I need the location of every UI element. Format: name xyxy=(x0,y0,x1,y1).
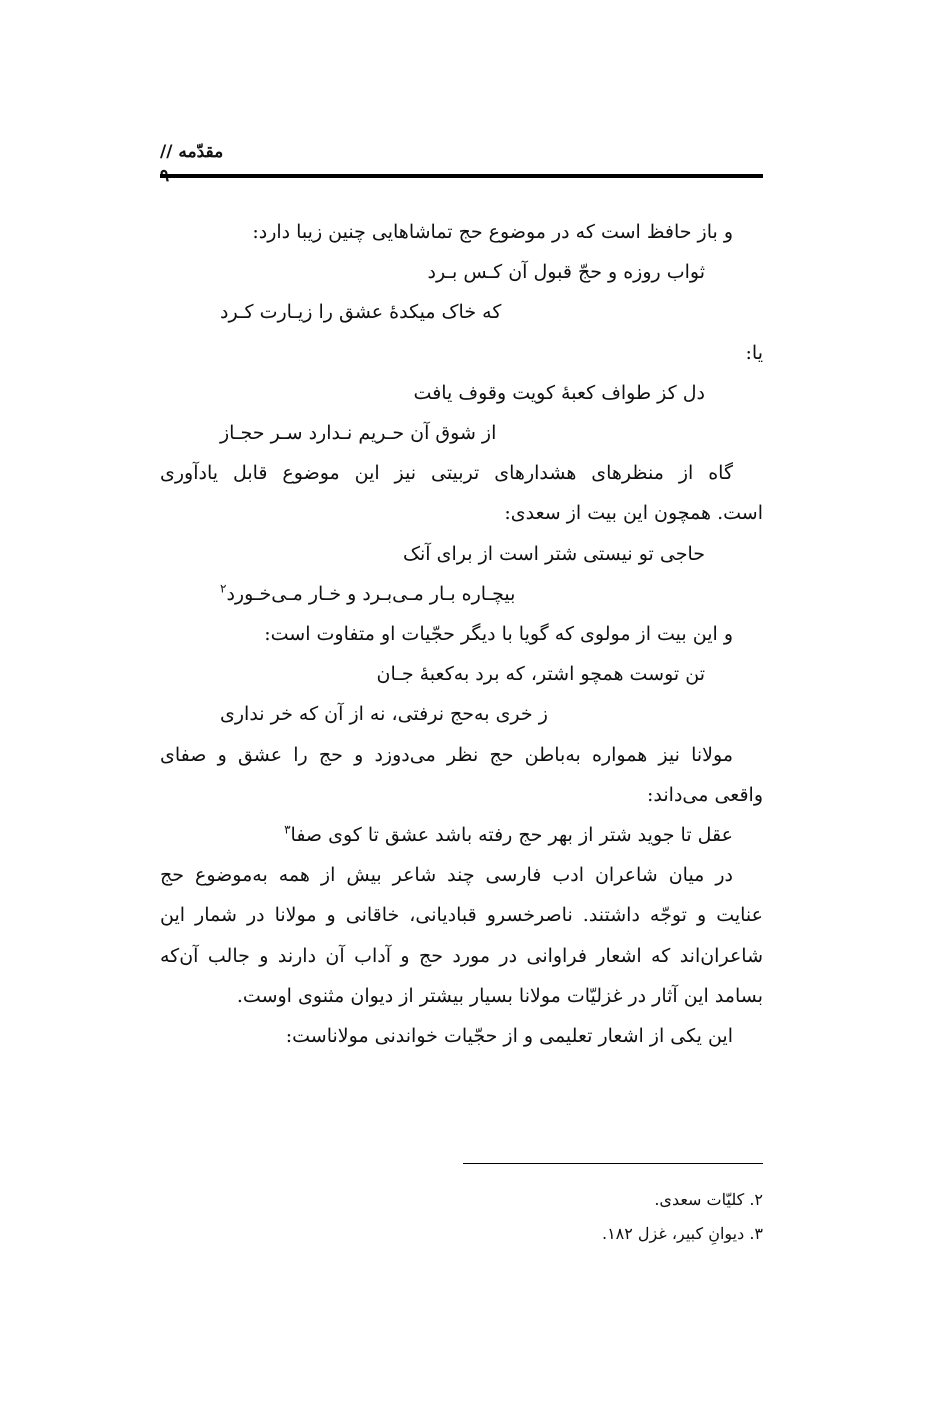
footnotes xyxy=(602,1183,763,1251)
text-line xyxy=(746,333,763,373)
running-head xyxy=(160,140,232,188)
line-text: حاجی تو نیستی شتر است از برای آنک xyxy=(403,542,705,565)
section-title: مقدّمه xyxy=(178,142,224,162)
text-line xyxy=(160,895,763,935)
footnote-rule xyxy=(463,1163,763,1164)
line-text: از شوق آن حـریم نـدارد سـر حجـاز xyxy=(220,422,497,444)
line-text: یا: xyxy=(745,341,763,364)
text-line xyxy=(414,373,705,413)
text-line xyxy=(264,614,733,654)
line-text: است. همچون این بیت از سعدی: xyxy=(504,502,763,525)
line-text: بیچـاره بـار مـی‌بـرد و خـار مـی‌خـورد xyxy=(226,582,516,605)
text-line xyxy=(160,735,733,775)
text-line xyxy=(377,654,705,694)
footnote-2: ۲. کلیّات سعدی. xyxy=(654,1190,763,1209)
footnote-3: ۳. دیوانِ کبیر، غزل ۱۸۲. xyxy=(601,1224,763,1243)
header-separator: // xyxy=(160,142,173,162)
text-line xyxy=(237,976,763,1016)
line-text: تن توست همچو اشتر، که برد به‌کعبهٔ جـان xyxy=(376,663,705,686)
text-line xyxy=(284,815,733,855)
footnote-marker: ۳ xyxy=(284,822,291,837)
text-line xyxy=(220,292,501,332)
line-text: واقعی می‌داند: xyxy=(647,783,763,806)
text-line xyxy=(647,775,763,815)
header-rule xyxy=(160,174,763,178)
text-line xyxy=(427,252,705,292)
line-text: مولانا نیز همواره به‌باطن حج نظر می‌دوزد و حج را عشق و صفای xyxy=(160,743,733,766)
line-text: و باز حافظ است که در موضوع حج تماشاهایی چنین زیبا دارد: xyxy=(252,221,733,243)
line-text: این یکی از اشعار تعلیمی و از حجّیات خواندنی مولاناست: xyxy=(285,1025,733,1047)
text-line xyxy=(403,534,705,574)
text-line xyxy=(220,694,548,734)
line-text: و این بیت از مولوی که گویا با دیگر حجّیات او متفاوت است: xyxy=(264,623,733,645)
line-text: عنایت و توجّه داشتند. ناصرخسرو قبادیانی، خاقانی و مولانا در شمار این xyxy=(160,904,763,927)
text-line xyxy=(220,574,515,614)
line-text: در میان شاعران ادب فارسی چند شاعر بیش از همه به‌موضوع حج xyxy=(160,864,733,887)
text-line xyxy=(160,453,733,493)
line-text: ز خری به‌حج نرفتی، نه از آن که خر نداری xyxy=(220,703,548,726)
text-line xyxy=(160,936,763,976)
line-text: گاه از منظرهای هشدارهای تربیتی نیز این موضوع قابل یادآوری xyxy=(160,462,733,485)
line-text: بسامد این آثار در غزلیّات مولانا بسیار بیشتر از دیوان مثنوی اوست. xyxy=(236,984,763,1007)
line-text: که خاک میکدهٔ عشق را زیـارت کـرد xyxy=(220,301,502,324)
line-text: شاعران‌اند که اشعار فراوانی در مورد حج و آداب آن دارند و جالب آن‌که xyxy=(160,944,763,967)
footnote-marker: ۲ xyxy=(220,581,227,596)
line-text: دل کز طواف کعبهٔ کویت وقوف یافت xyxy=(413,381,705,404)
text-line xyxy=(504,493,763,533)
text-line xyxy=(160,855,733,895)
text-line xyxy=(286,1016,733,1056)
text-line xyxy=(220,413,496,453)
line-text: ثواب روزه و حجّ قبول آن کـس بـرد xyxy=(427,261,705,284)
line-text: عقل تا جوید شتر از بهر حج رفته باشد عشق تا کوی صفا xyxy=(290,824,733,846)
text-line xyxy=(252,212,733,252)
